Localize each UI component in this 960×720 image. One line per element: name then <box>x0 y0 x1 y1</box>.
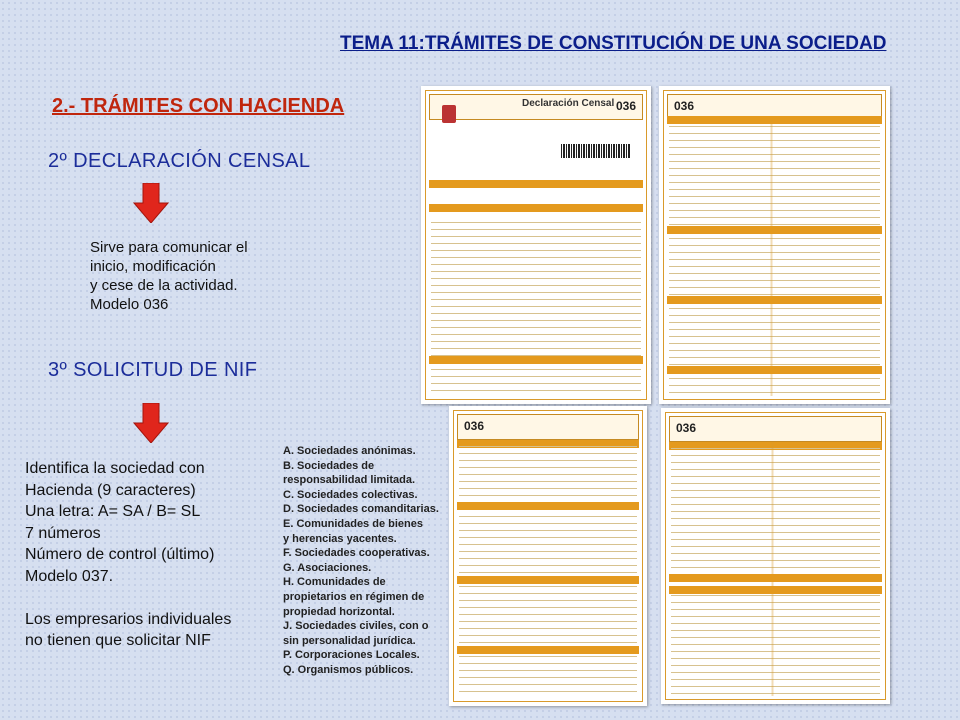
section-subtitle: 2.- TRÁMITES CON HACIENDA <box>52 95 345 117</box>
declaracion-censal-description: Sirve para comunicar el inicio, modificación y cese de la actividad. Modelo 036 <box>90 239 248 313</box>
heading-declaracion-censal: 2º DECLARACIÓN CENSAL <box>48 150 311 172</box>
form-code: 036 <box>615 99 636 113</box>
form-code: 036 <box>674 99 695 113</box>
barcode-icon <box>561 144 631 158</box>
down-arrow-icon <box>133 183 169 223</box>
spanish-government-logo-icon <box>442 105 456 123</box>
form-page-1 <box>421 86 651 404</box>
page-title: TEMA 11:TRÁMITES DE CONSTITUCIÓN DE UNA SOCIEDAD <box>340 33 887 54</box>
form-header <box>457 414 639 440</box>
form-header <box>669 416 882 442</box>
form-code: 036 <box>464 419 485 433</box>
form-header: Declaración Censal 036 <box>429 94 643 120</box>
form-page-4 <box>661 408 890 704</box>
company-type-letters-list: A. Sociedades anónimas. B. Sociedades de responsabilidad limitada. C. Sociedades colectivas. D. Sociedades comanditarias. E. Comunidades de bienes y herencias yacentes. F. Sociedades cooperativas. G. Asociaciones. H. Comunidades de propietarios en régimen de propiedad horizontal. J. Sociedades civiles, con o sin personalidad jurídica. P. Corporaciones Locales. Q. Organismos públicos. <box>283 445 439 676</box>
form-code: 036 <box>676 421 697 435</box>
form-page-3 <box>449 406 647 706</box>
solicitud-nif-description: Identifica la sociedad con Hacienda (9 caracteres) Una letra: A= SA / B= SL 7 números Número de control (último) Modelo 037. Los empresarios individuales no tienen que solicitar NIF <box>25 460 232 649</box>
form-page-2 <box>659 86 890 404</box>
down-arrow-icon <box>133 403 169 443</box>
heading-solicitud-nif: 3º SOLICITUD DE NIF <box>48 359 258 381</box>
